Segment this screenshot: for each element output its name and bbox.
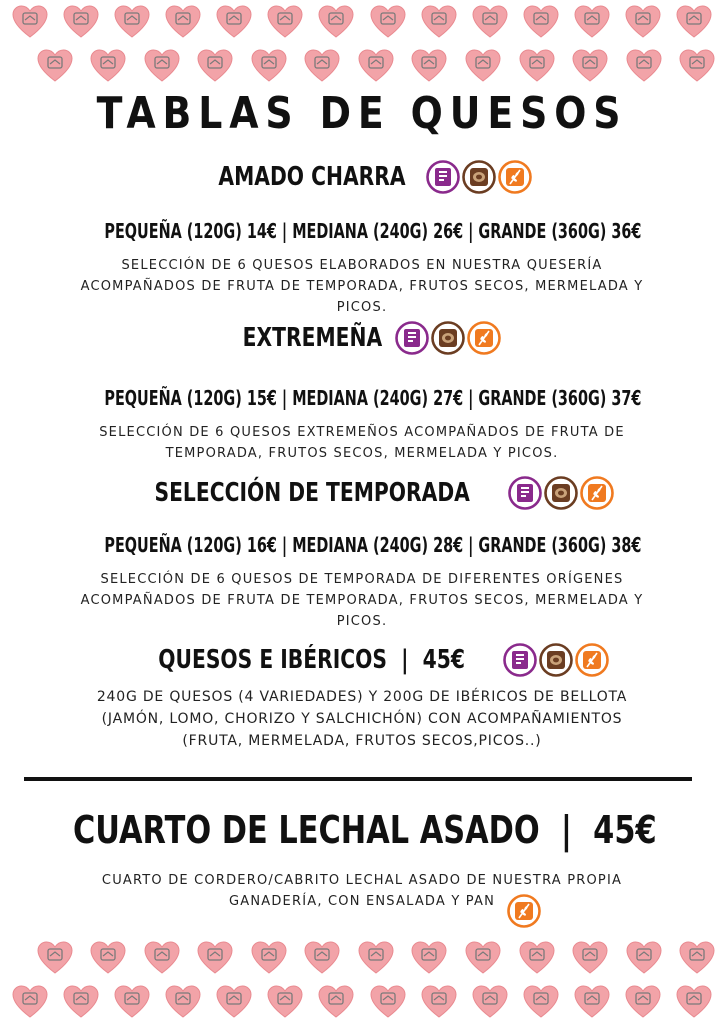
allergen-badges — [426, 160, 532, 194]
purple-badge-icon — [426, 160, 460, 194]
item-heading-seleccion-temporada — [0, 476, 724, 510]
heart-icon — [465, 49, 501, 83]
item-prices — [0, 219, 724, 243]
heart-icon — [679, 49, 715, 83]
heart-icon — [197, 49, 233, 83]
heart-icon — [574, 985, 610, 1019]
item-prices-text: PEQUEÑA (120G) 15€ | MEDIANA (240G) 27€ | GRANDE (360G) 37€ — [104, 386, 642, 410]
allergen-badges — [503, 643, 609, 677]
hearts-row — [0, 941, 724, 975]
section-divider — [24, 777, 692, 781]
heart-icon — [318, 985, 354, 1019]
heart-icon — [251, 941, 287, 975]
heart-icon — [625, 5, 661, 39]
purple-badge-icon — [508, 476, 542, 510]
purple-badge-icon — [395, 321, 429, 355]
heart-icon — [304, 941, 340, 975]
heart-icon — [574, 5, 610, 39]
item-description: SELECCIÓN DE 6 QUESOS ELABORADOS EN NUESTRA QUESERÍA ACOMPAÑADOS DE FRUTA DE TEMPORADA, FRUTOS SECOS, MERMELADA Y PICOS. — [80, 258, 644, 315]
heart-icon — [519, 49, 555, 83]
heart-icon — [144, 49, 180, 83]
item-name: AMADO CHARRA — [218, 162, 406, 192]
heart-icon — [90, 941, 126, 975]
allergen-badges — [508, 476, 614, 510]
heart-icon — [523, 5, 559, 39]
heart-icon — [165, 5, 201, 39]
heart-icon — [411, 49, 447, 83]
allergen-badges — [395, 321, 501, 355]
lechal-title — [0, 808, 724, 852]
item-prices — [0, 386, 724, 410]
item-prices-text: PEQUEÑA (120G) 14€ | MEDIANA (240G) 26€ | GRANDE (360G) 36€ — [104, 219, 642, 243]
heart-icon — [114, 5, 150, 39]
heart-icon — [370, 5, 406, 39]
heart-icon — [165, 985, 201, 1019]
item-prices — [0, 533, 724, 557]
brown-badge-icon — [462, 160, 496, 194]
brown-badge-icon — [431, 321, 465, 355]
heart-icon — [411, 941, 447, 975]
heart-icon — [144, 941, 180, 975]
item-name: QUESOS E IBÉRICOS | 45€ — [158, 645, 466, 675]
item-heading-extremena — [0, 321, 724, 355]
heart-icon — [358, 941, 394, 975]
heart-icon — [465, 941, 501, 975]
heart-icon — [676, 985, 712, 1019]
heart-icon — [304, 49, 340, 83]
heart-icon — [370, 985, 406, 1019]
heart-icon — [37, 941, 73, 975]
heart-icon — [626, 941, 662, 975]
orange-badge-icon — [575, 643, 609, 677]
heart-icon — [216, 985, 252, 1019]
top-hearts-border — [0, 0, 724, 88]
heart-icon — [267, 985, 303, 1019]
heart-icon — [318, 5, 354, 39]
lechal-title-text: CUARTO DE LECHAL ASADO | 45€ — [72, 808, 657, 852]
item-name: SELECCIÓN DE TEMPORADA — [154, 478, 470, 508]
heart-icon — [267, 5, 303, 39]
heart-icon — [12, 985, 48, 1019]
heart-icon — [37, 49, 73, 83]
heart-icon — [626, 49, 662, 83]
item-heading-amado-charra — [0, 160, 724, 194]
heart-icon — [421, 5, 457, 39]
orange-badge-icon — [498, 160, 532, 194]
item-name: EXTREMEÑA — [242, 323, 382, 353]
heart-icon — [679, 941, 715, 975]
brown-badge-icon — [539, 643, 573, 677]
heart-icon — [114, 985, 150, 1019]
heart-icon — [472, 985, 508, 1019]
heart-icon — [251, 49, 287, 83]
heart-icon — [572, 49, 608, 83]
item-description: SELECCIÓN DE 6 QUESOS DE TEMPORADA DE DIFERENTES ORÍGENES ACOMPAÑADOS DE FRUTA DE TEMPORADA, FRUTOS SECOS, MERMELADA Y PICOS. — [80, 572, 644, 629]
heart-icon — [358, 49, 394, 83]
item-heading-quesos-ibericos — [0, 643, 724, 677]
heart-icon — [197, 941, 233, 975]
brown-badge-icon — [544, 476, 578, 510]
orange-badge-icon — [507, 894, 541, 928]
item-description: SELECCIÓN DE 6 QUESOS EXTREMEÑOS ACOMPAÑADOS DE FRUTA DE TEMPORADA, FRUTOS SECOS, MERMELADA Y PICOS. — [99, 425, 625, 461]
heart-icon — [625, 985, 661, 1019]
orange-badge-icon — [467, 321, 501, 355]
heart-icon — [12, 5, 48, 39]
heart-icon — [472, 5, 508, 39]
heart-icon — [572, 941, 608, 975]
bottom-hearts-border — [0, 936, 724, 1024]
heart-icon — [216, 5, 252, 39]
heart-icon — [90, 49, 126, 83]
heart-icon — [421, 985, 457, 1019]
hearts-row — [0, 5, 724, 39]
heart-icon — [676, 5, 712, 39]
lechal-description: CUARTO DE CORDERO/CABRITO LECHAL ASADO DE NUESTRA PROPIA GANADERÍA, CON ENSALADA Y PAN — [101, 873, 623, 909]
heart-icon — [63, 985, 99, 1019]
item-prices-text: PEQUEÑA (120G) 16€ | MEDIANA (240G) 28€ | GRANDE (360G) 38€ — [104, 533, 642, 557]
hearts-row — [0, 985, 724, 1019]
page-title: TABLAS DE QUESOS — [96, 88, 628, 139]
hearts-row — [0, 49, 724, 83]
heart-icon — [519, 941, 555, 975]
heart-icon — [523, 985, 559, 1019]
purple-badge-icon — [503, 643, 537, 677]
orange-badge-icon — [580, 476, 614, 510]
item-description: 240G DE QUESOS (4 VARIEDADES) Y 200G DE IBÉRICOS DE BELLOTA (JAMÓN, LOMO, CHORIZO Y SALCHICHÓN) CON ACOMPAÑAMIENTOS (FRUTA, MERMELADA, FRUTOS SECOS,PICOS..) — [96, 689, 628, 749]
heart-icon — [63, 5, 99, 39]
